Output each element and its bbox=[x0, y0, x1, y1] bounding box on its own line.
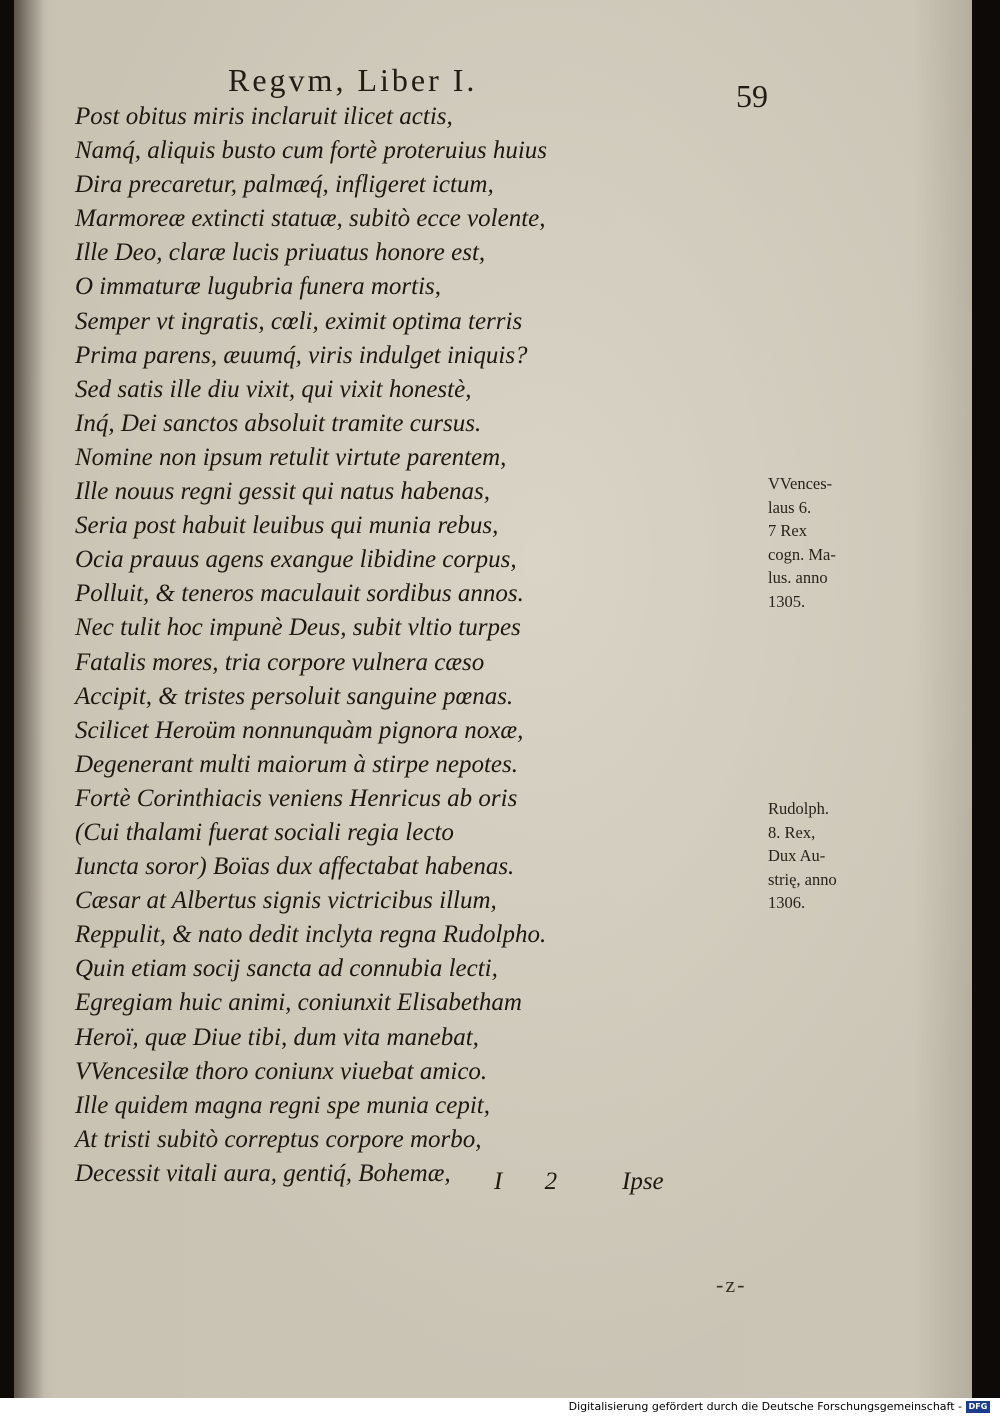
verse-line: Marmoreæ extincti statuæ, subitò ecce volente, bbox=[75, 205, 546, 233]
verse-line: Iuncta soror) Boïas dux affectabat habenas. bbox=[75, 853, 515, 881]
ink-smudge: -z- bbox=[716, 1272, 747, 1297]
verse-line: Ille nouus regni gessit qui natus habenas, bbox=[75, 478, 491, 506]
verse-line: Accipit, & tristes persoluit sanguine pœnas. bbox=[75, 682, 514, 710]
verse-line: Nec tulit hoc impunè Deus, subit vltio turpes bbox=[75, 614, 521, 642]
margin-note-line: Rudolph. bbox=[768, 799, 829, 818]
verse-line: Polluit, & teneros maculauit sordibus annos. bbox=[75, 580, 524, 608]
margin-note-line: 7 Rex bbox=[768, 521, 807, 540]
verse-line: At tristi subitò correptus corpore morbo, bbox=[75, 1125, 482, 1153]
verse-line: Fortè Corinthiacis veniens Henricus ab oris bbox=[75, 784, 518, 812]
verse-line: Nomine non ipsum retulit virtute parentem, bbox=[75, 443, 507, 471]
verse-line: Egregiam huic animi, coniunxit Elisabetham bbox=[75, 989, 522, 1017]
verse-line: Post obitus miris inclaruit ilicet actis, bbox=[75, 103, 453, 130]
verse-line: Fatalis mores, tria corpore vulnera cæso bbox=[75, 648, 485, 676]
margin-note-line: VVences- bbox=[768, 474, 833, 493]
verse-line: Ille quidem magna regni spe munia cepit, bbox=[75, 1091, 490, 1119]
verse-line: Sed satis ille diu vixit, qui vixit honestè, bbox=[75, 375, 472, 403]
margin-note-line: strię, anno bbox=[768, 869, 837, 889]
margin-note-line: cogn. Ma- bbox=[768, 544, 836, 564]
verse-line: VVencesilæ thoro coniunx viuebat amico. bbox=[75, 1057, 488, 1085]
funding-credit: Digitalisierung gefördert durch die Deutsche Forschungsgemeinschaft - bbox=[568, 1400, 962, 1413]
margin-note-line: laus 6. bbox=[768, 497, 812, 517]
verse-line: Dira precaretur, palmæq́, infligeret ictum, bbox=[75, 171, 494, 199]
verse-line: Degenerant multi maiorum à stirpe nepotes. bbox=[75, 750, 519, 778]
catchword: Ipse bbox=[622, 1168, 664, 1195]
verse-line: Reppulit, & nato dedit inclyta regna Rudolpho. bbox=[75, 921, 547, 949]
margin-note-wenceslaus bbox=[768, 472, 836, 613]
margin-note-line: 1306. bbox=[768, 893, 806, 912]
verse-line: Inq́, Dei sanctos absoluit tramite cursus. bbox=[75, 409, 482, 437]
binding-shadow bbox=[14, 0, 44, 1398]
margin-note-rudolph bbox=[768, 797, 837, 915]
verse-line: Prima parens, æuumq́, viris indulget iniquis? bbox=[75, 341, 528, 369]
verse-line: Semper vt ingratis, cœli, eximit optima terris bbox=[75, 307, 523, 335]
margin-note-line: 8. Rex, bbox=[768, 822, 816, 842]
verse-line: Ille Deo, claræ lucis priuatus honore est, bbox=[75, 239, 486, 267]
margin-note-line: lus. anno bbox=[768, 568, 828, 587]
verse-line: (Cui thalami fuerat sociali regia lecto bbox=[75, 818, 454, 846]
verse-line: Scilicet Heroüm nonnunquàm pignora noxæ, bbox=[75, 716, 524, 744]
verse-line: Quin etiam socij sancta ad connubia lecti, bbox=[75, 955, 498, 983]
margin-note-line: Dux Au- bbox=[768, 846, 826, 865]
verse-text bbox=[75, 100, 685, 1191]
margin-note-line: 1305. bbox=[768, 591, 806, 611]
verse-line: Decessit vitali aura, gentiq́, Bohemæ, bbox=[75, 1159, 451, 1187]
verse-line: Namq́, aliquis busto cum fortè proteruius huius bbox=[75, 137, 548, 165]
verse-line: Seria post habuit leuibus qui munia rebus, bbox=[75, 512, 499, 540]
verse-line: Heroï, quæ Diue tibi, dum vita manebat, bbox=[75, 1023, 479, 1051]
verse-line: Cæsar at Albertus signis victricibus illum, bbox=[75, 887, 497, 915]
page-number: 59 bbox=[736, 78, 768, 114]
verse-line: Ocia prauus agens exangue libidine corpus, bbox=[75, 546, 517, 574]
running-header: Regvm, Liber I. bbox=[228, 62, 478, 98]
signature-mark: I 2 bbox=[494, 1168, 576, 1195]
dfg-logo: DFG bbox=[966, 1401, 990, 1413]
verse-line: O immaturæ lugubria funera mortis, bbox=[75, 273, 442, 301]
